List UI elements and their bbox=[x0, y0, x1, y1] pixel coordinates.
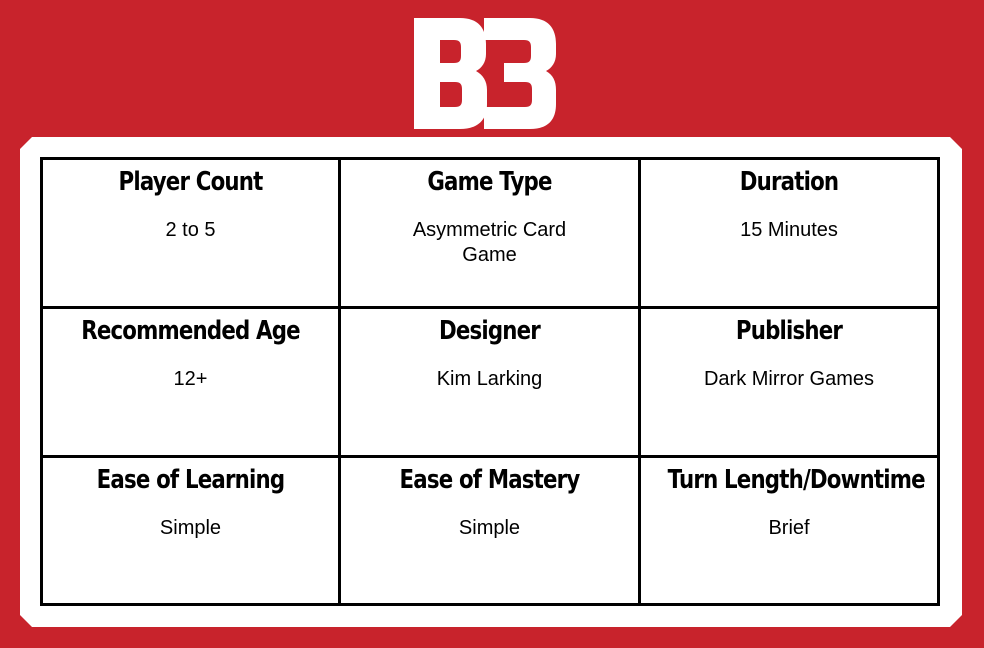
game-info-grid bbox=[40, 157, 940, 606]
info-value: Kim Larking bbox=[436, 368, 543, 390]
info-label: Recommended Age bbox=[81, 316, 300, 346]
info-label: Player Count bbox=[118, 167, 263, 197]
info-value: Simple bbox=[159, 517, 222, 539]
info-cell-ease-of-learning bbox=[43, 458, 341, 603]
info-cell-publisher bbox=[641, 309, 937, 458]
info-label: Designer bbox=[438, 316, 541, 346]
info-cell-designer bbox=[341, 309, 641, 458]
info-value: Dark Mirror Games bbox=[703, 368, 874, 390]
info-cell-player-count bbox=[43, 160, 341, 309]
info-label: Publisher bbox=[735, 316, 843, 346]
info-value: 12+ bbox=[173, 368, 208, 390]
info-label: Game Type bbox=[427, 167, 552, 197]
info-value: 15 Minutes bbox=[740, 219, 838, 241]
logo-digit-3 bbox=[484, 18, 556, 129]
info-label: Turn Length/Downtime bbox=[667, 465, 925, 495]
info-cell-turn-length bbox=[641, 458, 937, 603]
info-value: Brief bbox=[768, 517, 810, 539]
info-cell-duration bbox=[641, 160, 937, 309]
info-value: Simple bbox=[458, 517, 521, 539]
info-value: 2 to 5 bbox=[165, 219, 216, 241]
info-value: Asymmetric Card Game bbox=[412, 219, 567, 266]
info-label: Duration bbox=[739, 167, 839, 197]
info-cell-recommended-age bbox=[43, 309, 341, 458]
info-cell-ease-of-mastery bbox=[341, 458, 641, 603]
info-label: Ease of Mastery bbox=[399, 465, 580, 495]
logo-letter-b bbox=[414, 18, 487, 129]
info-label: Ease of Learning bbox=[96, 465, 285, 495]
info-cell-game-type bbox=[341, 160, 641, 309]
b3-logo bbox=[414, 18, 556, 129]
